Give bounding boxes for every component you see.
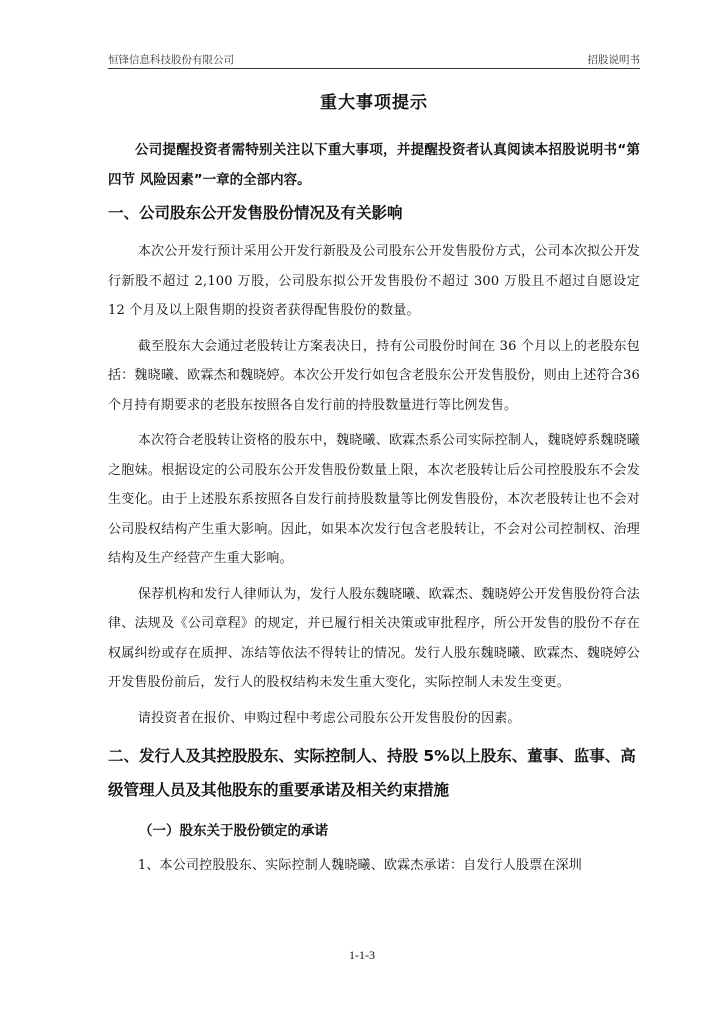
page-header (108, 52, 640, 69)
page-number: 1-1-3 (349, 948, 375, 962)
section-1-heading: 一、公司股东公开发售股份情况及有关影响 (108, 204, 403, 222)
section-2-paragraph-1: 1、本公司控股股东、实际控制人魏晓曦、欧霖杰承诺：自发行人股票在深圳 (137, 858, 582, 873)
section-1-paragraph-2: 截至股东大会通过老股转让方案表决日，持有公司股份时间在 36 个月以上的老股东包括：魏晓曦、欧霖杰和魏晓婷。本次公开发行如包含老股东公开发售股份，则由上述符合36个月持有期要求的老股东按照各自发行前的持股数量进行等比例发售。 (108, 338, 640, 413)
section-2-subheading: （一）股东关于股份锁定的承诺 (139, 823, 329, 839)
page-content (108, 88, 640, 887)
section-2-heading: 二、发行人及其控股股东、实际控制人、持股 5%以上股东、董事、监事、高级管理人员及其他股东的重要承诺及相关约束措施 (108, 747, 636, 799)
header-company-name: 恒锋信息科技股份有限公司 (108, 54, 234, 66)
intro-paragraph: 公司提醒投资者需特别关注以下重大事项，并提醒投资者认真阅读本招股说明书“第四节 风险因素”一章的全部内容。 (108, 142, 640, 188)
section-1-paragraph-1: 本次公开发行预计采用公开发行新股及公司股东公开发售股份方式，公司本次拟公开发行新股不超过 2,100 万股，公司股东拟公开发售股份不超过 300 万股且不超过自愿设定 12 个月及以上限售期的投资者获得配售股份的数量。 (108, 244, 640, 318)
section-1-paragraph-4: 保荐机构和发行人律师认为，发行人股东魏晓曦、欧霖杰、魏晓婷公开发售股份符合法律、法规及《公司章程》的规定，并已履行相关决策或审批程序，所公开发售的股份不存在权属纠纷或存在质押、冻结等依法不得转让的情况。发行人股东魏晓曦、欧霖杰、魏晓婷公开发售股份前后，发行人的股权结构未发生重大变化，实际控制人未发生变更。 (108, 586, 640, 690)
header-document-type: 招股说明书 (587, 54, 640, 66)
page-title: 重大事项提示 (320, 93, 428, 113)
section-1-paragraph-5: 请投资者在报价、申购过程中考虑公司股东公开发售股份的因素。 (137, 710, 521, 726)
section-1-paragraph-3: 本次符合老股转让资格的股东中，魏晓曦、欧霖杰系公司实际控制人，魏晓婷系魏晓曦之胞妹。根据设定的公司股东公开发售股份数量上限，本次老股转让后公司控股股东不会发生变化。由于上述股东系按照各自发行前持股数量等比例发售股份，本次老股转让也不会对公司股权结构产生重大影响。因此，如果本次发行包含老股转让，不会对公司控制权、治理结构及生产经营产生重大影响。 (108, 433, 640, 566)
